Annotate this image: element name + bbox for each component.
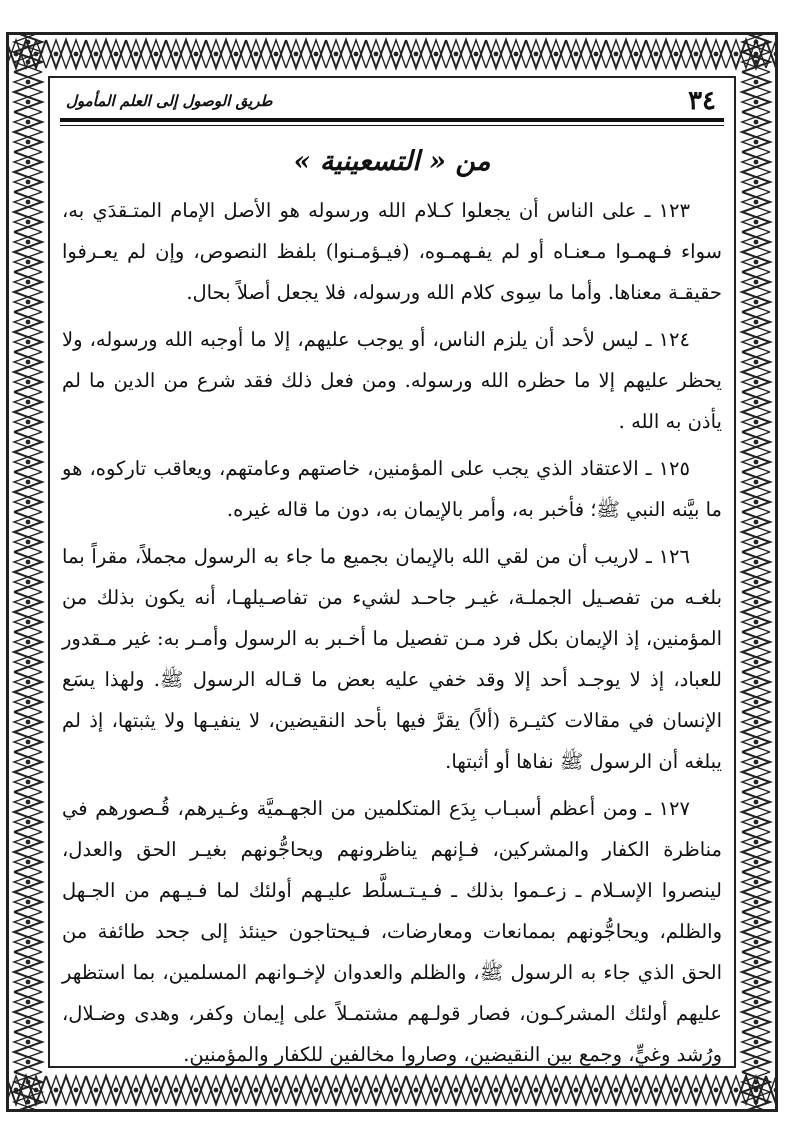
paragraph-124: ١٢٤ ـ ليس لأحد أن يلزم الناس، أو يوجب عليهم، إلا ما أوجبه الله ورسوله، ولا يحظر عليهم إلا ما حظره الله ورسوله. ومن فعل ذلك فقد شرع من الدين ما لم يأذن به الله . xyxy=(62,328,722,433)
section-title: من « التسعينية » xyxy=(293,146,491,177)
paragraph-125: ١٢٥ ـ الاعتقاد الذي يجب على المؤمنين، خاصتهم وعامتهم، ويعاقب تاركوه، هو ما بيَّنه النبي ﷺ؛ فأخبر به، وأمر بالإيمان به، دون ما قاله غيره. xyxy=(62,457,722,521)
paragraph-126: ١٢٦ ـ لاريب أن من لقي الله بالإيمان بجميع ما جاء به الرسول مجملاً، مقراً بما بلغـه من تفصـيل الجملـة، غيـر جاحـد لشيء من تفاصـيلهـا، أنه يكون بذلك من المؤمنين، إذ الإيمان بكل فرد مـن تفصيل ما أخـبر به الرسول وأمـر به: غير مـقدور للعباد، إذ لا يوجـد أحد إلا وقد خفي عليه بعض ما قـاله الرسول ﷺ. ولهذا يسَع الإنسان في مقالات كثيـرة (ألاً) يقرَّ فيها بأحد النقيضين، لا ينفيـها ولا يثبتها، إذ لم يبلغه أن الرسول ﷺ نفاها أو أثبتها. xyxy=(62,545,722,773)
running-title: طريق الوصول إلى العلم المأمول xyxy=(66,92,273,110)
page-number: ٣٤ xyxy=(688,86,716,116)
ornament-band-left xyxy=(6,32,50,1112)
paragraph-123: ١٢٣ ـ على الناس أن يجعلوا كـلام الله ورسوله هو الأصل الإمام المتـقدَي به، سواء فـهمـوا مـعنـاه أو لم يفـهمـوه، (فيـؤمـنوا) بلفظ النصوص، وإن لم يعـرفوا حقيقـة معناها. وأما ما سِوى كلام الله ورسوله، فلا يجعل أصلاً بحال. xyxy=(62,199,722,304)
header-rule-thick xyxy=(60,118,724,122)
ornament-band-top xyxy=(6,32,778,76)
paragraph-127: ١٢٧ ـ ومن أعظم أسبـاب بِدَع المتكلمين من الجهـميَّة وغـيرهم، قُـصورهم في مناظرة الكفار والمشركين، فـإنهم يناظرونهم ويحاجُّونهم بغيـر الحق والعدل، لينصروا الإسـلام ـ زعـموا بذلك ـ فـيـتـسلَّط عليـهم أولئك لما فـيـهم من الجـهل والظلم، ويحاجُّونهم بممانعات ومعارضات، فـيحتاجون حينئذ إلى جحد طائفة من الحق الذي جاء به الرسول ﷺ، والظلم والعدوان لإخـوانهم المسلمين، بما استظهر عليهم أولئك المشركـون، فصار قولـهم مشتمـلاً على إيمان وكفر، وهدى وضـلال، ورُشد وغيٍّ، وجمع بين النقيضين، وصاروا مخالفين للكفار والمؤمنين. xyxy=(62,797,722,1066)
header-rule-thin xyxy=(60,125,724,126)
body-text xyxy=(62,190,722,1081)
ornament-band-right xyxy=(734,32,778,1112)
